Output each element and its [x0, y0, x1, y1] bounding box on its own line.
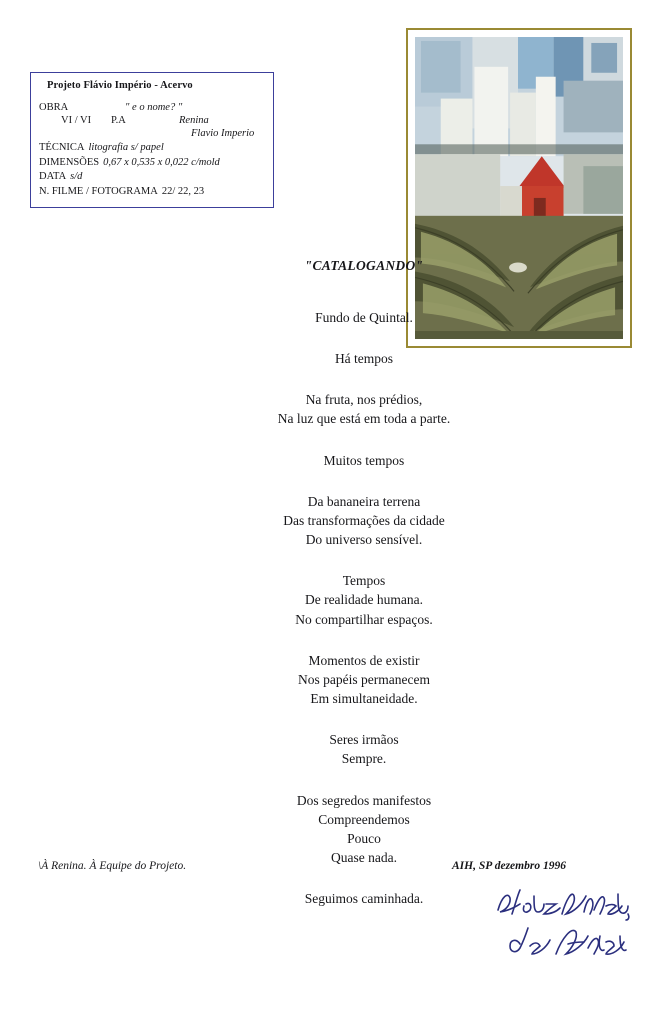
- handwritten-signature: [492, 884, 642, 964]
- catalog-row-edition: [39, 114, 265, 127]
- poem-line: Das transformações da cidade: [283, 512, 445, 528]
- poem: [0, 258, 668, 908]
- obra-value: " e o nome? ": [125, 102, 183, 114]
- film-value: 22/ 22, 23: [161, 185, 205, 197]
- place-date-text: AIH, SP dezembro 1996: [452, 860, 566, 872]
- poem-line: Nos papéis permanecem: [298, 671, 430, 687]
- stanza: [0, 390, 668, 428]
- dedication-text: \À Renina. À Equipe do Projeto.: [38, 860, 187, 872]
- poem-line: Fundo de Quintal.: [315, 310, 413, 325]
- poem-line: Tempos: [342, 573, 386, 589]
- poem-line: Do universo sensível.: [305, 532, 423, 548]
- stanza: [0, 730, 668, 768]
- date-value: s/d: [70, 171, 83, 183]
- poem-line: Pouco: [347, 830, 381, 846]
- stanza: [0, 791, 668, 868]
- obra-label: OBRA: [39, 102, 69, 114]
- poem-line: Há tempos: [334, 351, 394, 367]
- poem-line: Na fruta, nos prédios,: [305, 392, 423, 408]
- catalog-row-date: [39, 170, 265, 184]
- poem-line: De realidade humana.: [304, 592, 424, 608]
- poem-line: Seguimos caminhada.: [304, 891, 424, 907]
- poem-line: Em simultaneidade.: [310, 691, 418, 707]
- poem-line: Momentos de existir: [308, 652, 420, 668]
- dimensions-label: DIMENSÕES: [39, 156, 100, 168]
- film-label: N. FILME / FOTOGRAMA: [39, 185, 158, 197]
- poem-line: Seres irmãos: [329, 732, 399, 748]
- poem-line: Na luz que está em toda a parte.: [277, 411, 451, 427]
- edition-value: VI / VI: [61, 115, 92, 127]
- poem-line: Dos segredos manifestos: [296, 792, 432, 808]
- dimensions-value: 0,67 x 0,535 x 0,022 c/mold: [103, 156, 220, 168]
- proof-value: P.A: [111, 115, 126, 127]
- poem-line: Sempre.: [341, 751, 387, 767]
- poem-title: "CATALOGANDO": [304, 258, 424, 273]
- catalog-card: [30, 72, 274, 208]
- catalog-row-obra: [39, 101, 265, 114]
- technique-value: litografia s/ papel: [88, 142, 164, 154]
- stanza: [0, 308, 668, 327]
- catalog-card-header: Projeto Flávio Império - Acervo: [47, 80, 193, 91]
- catalog-row-technique: [39, 141, 265, 155]
- poem-line: Compreendemos: [318, 811, 410, 827]
- technique-label: TÉCNICA: [39, 142, 85, 154]
- catalog-row-film: [39, 185, 265, 199]
- stanza: [0, 651, 668, 708]
- poem-line: Quase nada.: [331, 849, 397, 865]
- poem-line: Muitos tempos: [323, 452, 405, 468]
- recipient-value: Renina: [179, 115, 209, 127]
- catalog-row-dimensions: [39, 156, 265, 170]
- author-value: Flavio Imperio: [191, 128, 255, 140]
- stanza: [0, 571, 668, 628]
- poem-line: No compartilhar espaços.: [295, 611, 433, 627]
- poem-line: Da bananeira terrena: [307, 493, 421, 509]
- stanza: [0, 451, 668, 470]
- date-label: DATA: [39, 171, 67, 183]
- signature-strokes: [492, 884, 642, 964]
- stanza: [0, 492, 668, 549]
- stanza: [0, 349, 668, 368]
